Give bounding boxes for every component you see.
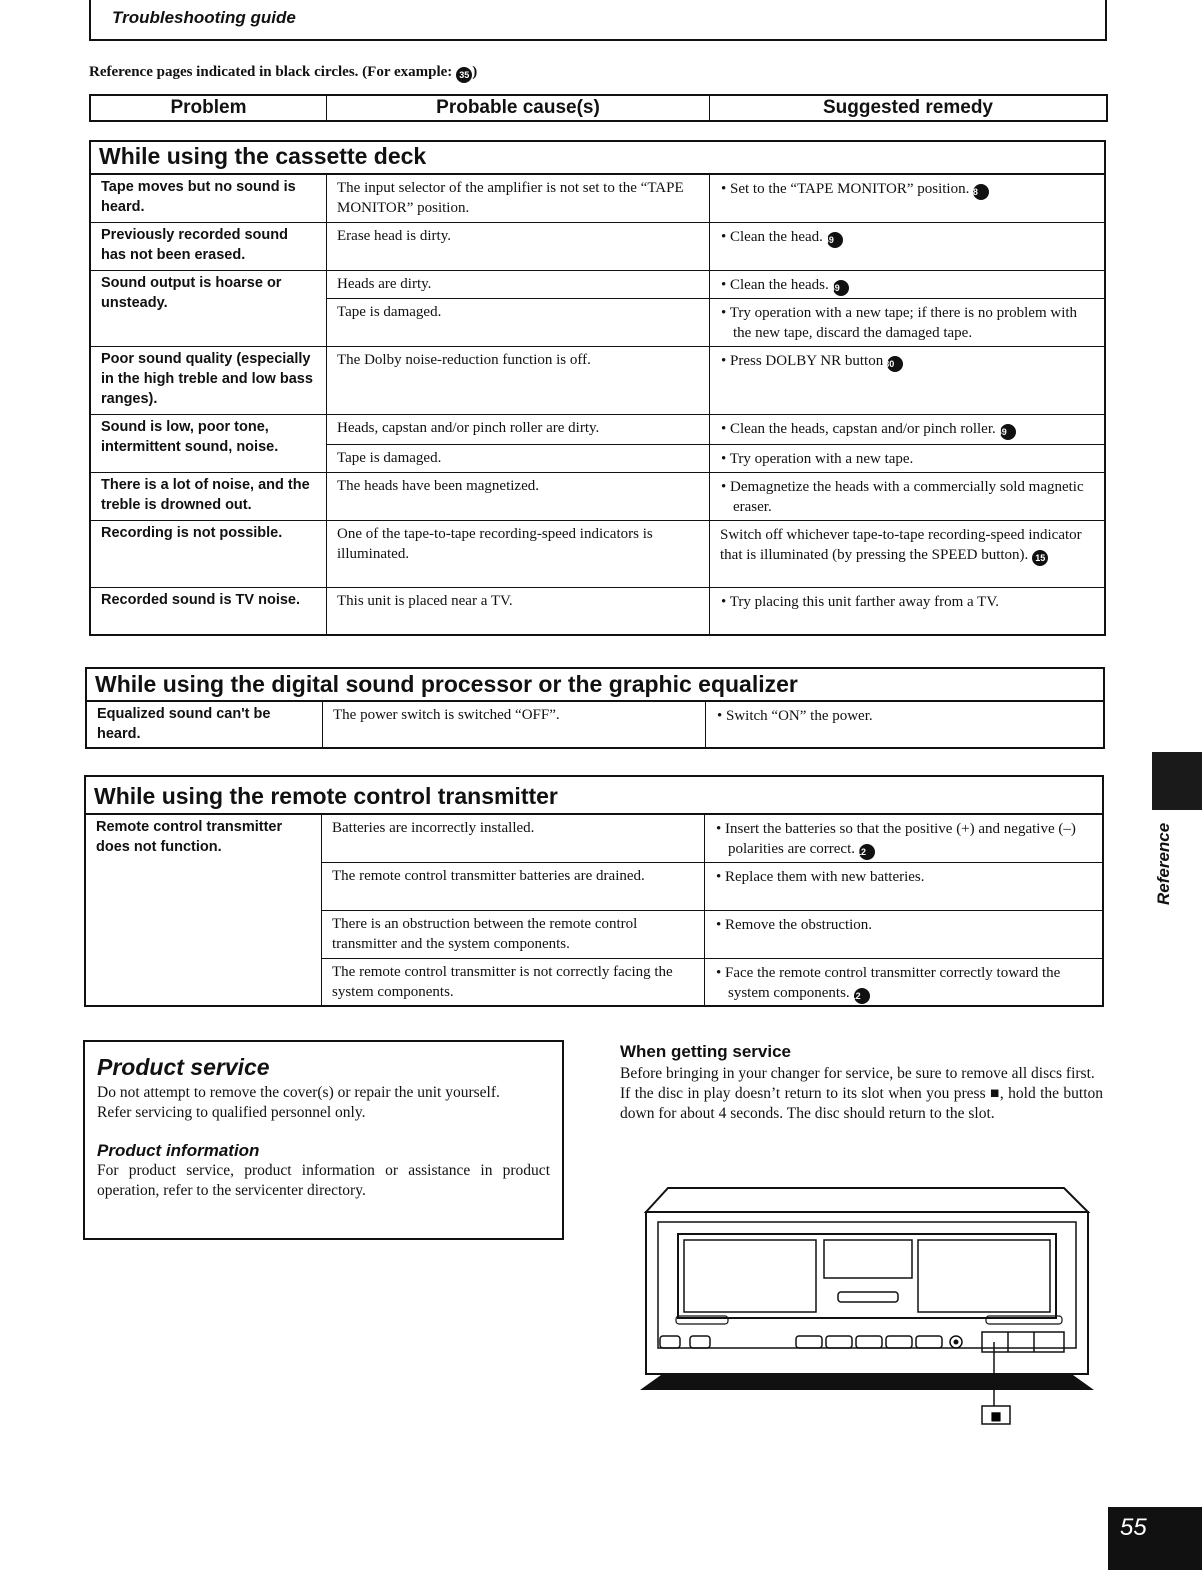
dsp-rows	[87, 702, 1103, 747]
cause-cell: One of the tape-to-tape recording-speed indicators is illuminated.	[327, 521, 710, 587]
problem-cell: Previously recorded sound has not been erased.	[91, 223, 327, 270]
when-getting-service-p2	[620, 1084, 1103, 1124]
section-dsp	[85, 667, 1105, 749]
changer-illustration	[636, 1184, 1098, 1429]
when-getting-service-title: When getting service	[620, 1042, 791, 1061]
cause-cell: The heads have been magnetized.	[327, 473, 710, 520]
page-title: Troubleshooting guide	[112, 8, 296, 27]
remedy-cell	[710, 347, 1104, 414]
cause-cell: This unit is placed near a TV.	[327, 588, 710, 636]
remedy-text: • Switch “ON” the power.	[717, 708, 873, 724]
reference-note-close: )	[472, 64, 478, 80]
cause-cell: The input selector of the amplifier is not set to the “TAPE MONITOR” position.	[327, 175, 710, 222]
cause-cell: Tape is damaged.	[327, 299, 710, 347]
changer-top	[646, 1188, 1088, 1212]
product-info-text: For product service, product information or assistance in product operation, refer to the servicenter directory.	[97, 1162, 550, 1199]
stop-icon: ■	[990, 1409, 1002, 1423]
problem-cell: Poor sound quality (especially in the high treble and low bass ranges).	[91, 347, 327, 414]
cause-cell: Batteries are incorrectly installed.	[322, 815, 705, 862]
problem-cell: Sound is low, poor tone, intermittent sound, noise.	[91, 415, 327, 472]
table-row	[91, 175, 1104, 223]
remedy-cell	[710, 175, 1104, 222]
cassette-rows	[91, 175, 1104, 636]
problem-cell: Tape moves but no sound is heard.	[91, 175, 327, 222]
remedy-cell	[705, 959, 1102, 1007]
remedy-cell	[705, 911, 1102, 958]
stop-symbol: ■	[990, 1085, 1000, 1102]
when-p2-start: If the disc in play doesn’t return to its slot when you press	[620, 1085, 986, 1102]
side-tab	[1152, 752, 1202, 810]
remedy-cell	[710, 223, 1104, 270]
remedy-cell	[710, 299, 1104, 347]
cause-cell: Heads, capstan and/or pinch roller are dirty.	[327, 415, 710, 444]
cause-cell: The power switch is switched “OFF”.	[323, 702, 706, 747]
remedy-text: • Remove the obstruction.	[716, 917, 873, 933]
cause-cell: Heads are dirty.	[327, 271, 710, 298]
remedy-cell	[710, 445, 1104, 473]
page-ref-circle: 8	[973, 184, 989, 200]
page-ref-circle: 49	[827, 232, 843, 248]
remedy-text: • Insert the batteries so that the positive (+) and negative (–) polarities are correct.	[716, 821, 1076, 857]
when-p2-end: , hold the button down for about 4 seconds. The disc should return to the slot.	[620, 1085, 1104, 1122]
section-title-remote: While using the remote control transmitter	[86, 777, 1102, 815]
remote-rows	[86, 815, 1102, 1007]
remedy-text: • Demagnetize the heads with a commercially sold magnetic eraser.	[721, 479, 1084, 515]
cause-cell: Erase head is dirty.	[327, 223, 710, 270]
remedy-text: Switch off whichever tape-to-tape recording-speed indicator that is illuminated (by pressing the SPEED button).	[720, 527, 1082, 563]
product-service-line2: Refer servicing to qualified personnel only.	[97, 1104, 366, 1121]
product-info-title: Product information	[97, 1141, 260, 1160]
column-header-problem: Problem	[91, 96, 327, 120]
table-row	[91, 347, 1104, 415]
cause-cell: The remote control transmitter batteries are drained.	[322, 863, 705, 910]
remedy-text: • Try placing this unit farther away from a TV.	[721, 594, 999, 610]
remedy-cell	[710, 588, 1104, 636]
remedy-text: • Try operation with a new tape.	[721, 451, 914, 467]
remedy-text: • Replace them with new batteries.	[716, 869, 925, 885]
column-header-cause: Probable cause(s)	[327, 96, 710, 120]
table-row	[91, 588, 1104, 636]
remedy-cell	[705, 863, 1102, 910]
problem-cell: There is a lot of noise, and the treble is drowned out.	[91, 473, 327, 520]
problem-cell: Recording is not possible.	[91, 521, 327, 587]
section-title-dsp: While using the digital sound processor or the graphic equalizer	[87, 669, 1103, 702]
table-row	[86, 815, 1102, 1007]
cause-cell: The remote control transmitter is not correctly facing the system components.	[322, 959, 705, 1007]
section-cassette	[89, 140, 1106, 636]
remedy-cell	[705, 815, 1102, 862]
remedy-cell	[710, 473, 1104, 520]
remedy-text: • Try operation with a new tape; if there is no problem with the new tape, discard the damaged tape.	[721, 305, 1078, 341]
table-row	[91, 271, 1104, 347]
problem-cell: Remote control transmitter does not function.	[86, 815, 322, 1007]
side-tab-label: Reference	[1154, 822, 1173, 905]
problem-cell: Equalized sound can't be heard.	[87, 702, 323, 747]
reference-note	[89, 64, 477, 83]
remedy-text: • Clean the heads, capstan and/or pinch roller.	[721, 421, 996, 437]
remedy-text: • Clean the heads.	[721, 277, 829, 293]
remedy-text: • Set to the “TAPE MONITOR” position.	[721, 181, 970, 197]
column-headers	[89, 94, 1108, 122]
problem-cell: Sound output is hoarse or unsteady.	[91, 271, 327, 346]
page-ref-circle: 30	[887, 356, 903, 372]
cause-cell: Tape is damaged.	[327, 445, 710, 473]
page-ref-circle: 49	[1000, 424, 1016, 440]
remedy-cell	[706, 702, 1103, 747]
page-ref-circle: 12	[859, 844, 875, 860]
when-getting-service-text	[620, 1064, 1103, 1124]
column-header-remedy: Suggested remedy	[823, 97, 993, 118]
product-service-line1: Do not attempt to remove the cover(s) or repair the unit yourself.	[97, 1084, 500, 1101]
section-remote	[84, 775, 1104, 1007]
remedy-cell	[710, 271, 1104, 298]
table-row	[87, 702, 1103, 747]
remedy-cell	[710, 415, 1104, 444]
product-service-box	[83, 1040, 564, 1240]
page-ref-circle: 12	[854, 988, 870, 1004]
remedy-text: • Face the remote control transmitter correctly toward the system components.	[716, 965, 1061, 1001]
page-ref-circle: 15	[1032, 550, 1048, 566]
problem-cell: Recorded sound is TV noise.	[91, 588, 327, 636]
changer-front-panel	[646, 1212, 1088, 1374]
page-ref-circle: 49	[833, 280, 849, 296]
remedy-cell	[710, 521, 1104, 587]
section-title-cassette: While using the cassette deck	[91, 142, 1104, 175]
cause-cell: There is an obstruction between the remote control transmitter and the system components.	[322, 911, 705, 958]
example-ref-circle: 35	[456, 67, 472, 83]
cause-cell: The Dolby noise-reduction function is off.	[327, 347, 710, 414]
product-service-title: Product service	[97, 1054, 270, 1080]
table-row	[91, 473, 1104, 521]
table-row	[91, 521, 1104, 588]
table-row	[91, 415, 1104, 473]
remedy-text: • Clean the head.	[721, 229, 823, 245]
table-row	[91, 223, 1104, 271]
page-number: 55	[1120, 1514, 1147, 1541]
remedy-text: • Press DOLBY NR button	[721, 353, 884, 369]
when-getting-service-p1: Before bringing in your changer for service, be sure to remove all discs first.	[620, 1065, 1095, 1082]
reference-note-text: Reference pages indicated in black circles. (For example:	[89, 64, 453, 80]
